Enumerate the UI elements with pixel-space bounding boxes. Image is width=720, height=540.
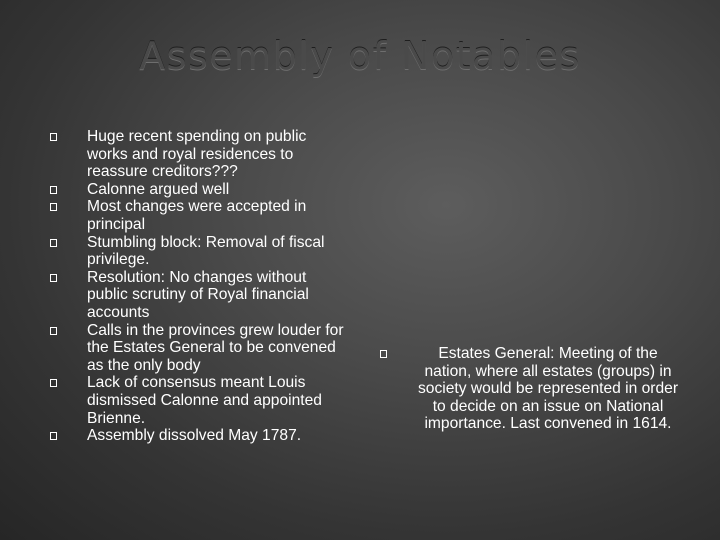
right-bullet-list bbox=[380, 345, 680, 433]
list-item bbox=[50, 181, 350, 199]
list-item bbox=[380, 345, 680, 433]
bullet-text: Huge recent spending on public works and royal residences to reassure creditors??? bbox=[87, 128, 307, 181]
bullet-text: Estates General: Meeting of the nation, where all estates (groups) in society would be represented in order to decide on an issue on National importance. Last convened in 1614. bbox=[417, 345, 679, 433]
left-bullet-list bbox=[50, 128, 350, 445]
list-item bbox=[50, 374, 350, 427]
square-bullet-icon bbox=[380, 350, 387, 358]
square-bullet-icon bbox=[50, 203, 57, 211]
bullet-text: Calonne argued well bbox=[87, 180, 230, 198]
square-bullet-icon bbox=[50, 186, 57, 194]
square-bullet-icon bbox=[50, 379, 57, 387]
list-item bbox=[50, 128, 350, 181]
square-bullet-icon bbox=[50, 133, 57, 141]
slide-title: Assembly of Notables bbox=[139, 34, 581, 78]
bullet-text: Resolution: No changes without public scrutiny of Royal financial accounts bbox=[87, 268, 309, 321]
square-bullet-icon bbox=[50, 274, 57, 282]
list-item bbox=[50, 427, 350, 445]
list-item bbox=[50, 234, 350, 269]
bullet-text: Assembly dissolved May 1787. bbox=[87, 427, 302, 445]
bullet-text: Lack of consensus meant Louis dismissed Calonne and appointed Brienne. bbox=[87, 374, 322, 427]
square-bullet-icon bbox=[50, 432, 57, 440]
list-item bbox=[50, 198, 350, 233]
bullet-text: Calls in the provinces grew louder for the Estates General to be convened as the only body bbox=[87, 321, 344, 374]
list-item bbox=[50, 322, 350, 375]
square-bullet-icon bbox=[50, 327, 57, 335]
bullet-text: Most changes were accepted in principal bbox=[87, 198, 307, 233]
square-bullet-icon bbox=[50, 239, 57, 247]
bullet-text: Stumbling block: Removal of fiscal privilege. bbox=[87, 233, 325, 269]
list-item bbox=[50, 269, 350, 322]
